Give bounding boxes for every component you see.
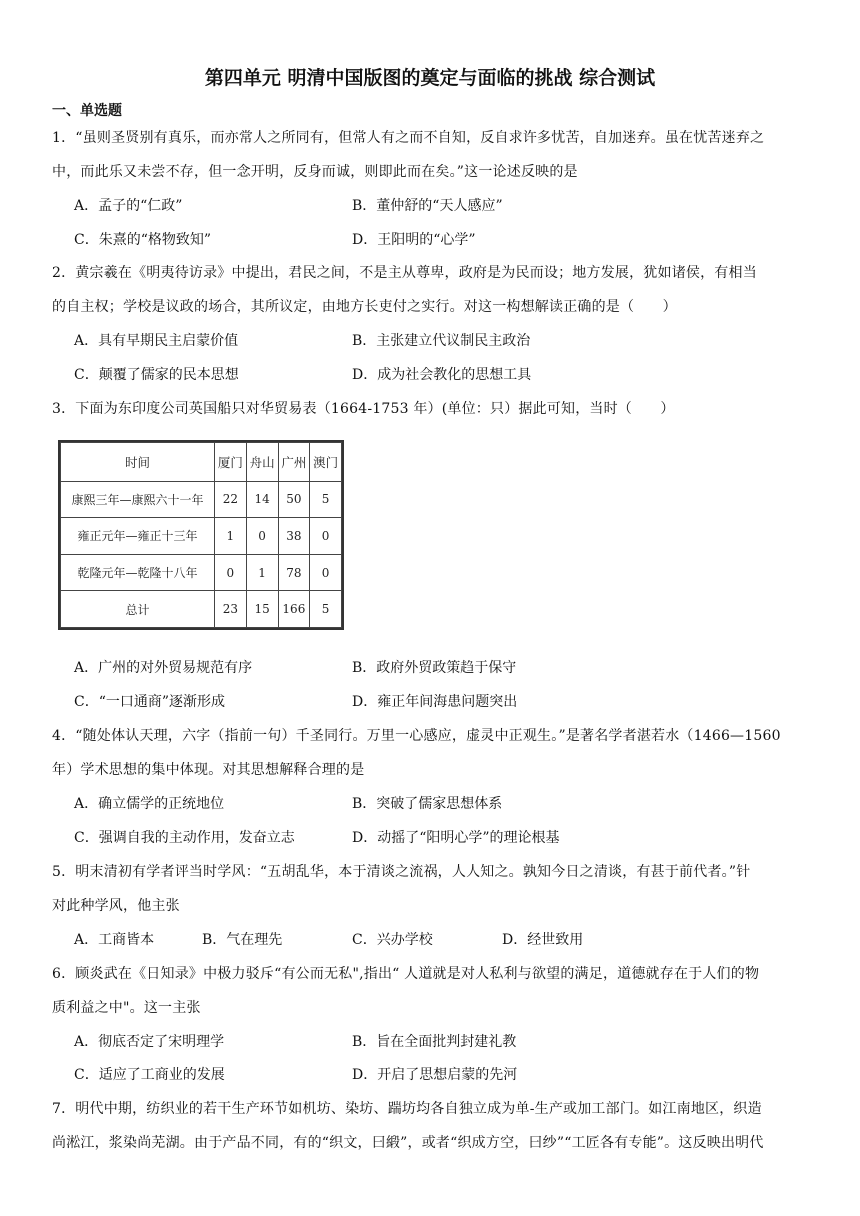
table-cell: 22 — [215, 481, 247, 518]
q3-option-b: B．政府外贸政策趋于保守 — [352, 660, 517, 676]
q4-option-a: A．确立儒学的正统地位 — [74, 796, 225, 812]
q6-option-a: A．彻底否定了宋明理学 — [74, 1034, 225, 1050]
table-cell: 乾隆元年—乾隆十八年 — [61, 554, 215, 591]
q3-option-a: A．广州的对外贸易规范有序 — [74, 660, 253, 676]
table-cell: 166 — [278, 591, 310, 628]
table-cell: 23 — [215, 591, 247, 628]
q2-stem-line-2: 的自主权；学校是议政的场合，其所议定，由地方长吏付之实行。对这一构想解读正确的是（ ） — [52, 299, 677, 315]
table-header-guangzhou: 广州 — [278, 443, 310, 482]
q6-option-c: C．适应了工商业的发展 — [74, 1067, 225, 1083]
q6-stem-line-1: 6．顾炎武在《日知录》中极力驳斥“有公而无私",指出“ 人道就是对人私利与欲望的满足，道德就存在于人们的物 — [52, 966, 760, 982]
q7-stem-line-2: 尚淞江，浆染尚芜湖。由于产品不同，有的“织文，曰緞”，或者“织成方空，曰纱”“工匠各有专能”。这反映出明代 — [52, 1135, 764, 1151]
q4-option-d: D．动摇了“阳明心学”的理论根基 — [352, 830, 560, 846]
table-cell: 总计 — [61, 591, 215, 628]
q7-stem-line-1: 7．明代中期，纺织业的若干生产环节如机坊、染坊、踹坊均各自独立成为单-生产或加工部门。如江南地区，织造 — [52, 1101, 762, 1117]
table-header-time: 时间 — [61, 443, 215, 482]
q2-option-a: A．具有早期民主启蒙价值 — [74, 333, 239, 349]
q1-option-a: A．孟子的“仁政” — [74, 198, 183, 214]
q3-option-d: D．雍正年间海患问题突出 — [352, 694, 518, 710]
q6-stem-line-2: 质利益之中"。这一主张 — [52, 1000, 201, 1016]
q2-option-b: B．主张建立代议制民主政治 — [352, 333, 531, 349]
q2-stem-line-1: 2．黄宗羲在《明夷待访录》中提出，君民之间，不是主从尊卑，政府是为民而设；地方发展，犹如诸侯，有相当 — [52, 265, 757, 281]
section-heading: 一、单选题 — [52, 103, 122, 119]
q3-option-c: C．“一口通商”逐渐形成 — [74, 694, 226, 710]
table-row — [61, 554, 342, 591]
table-cell: 14 — [246, 481, 278, 518]
q6-option-b: B．旨在全面批判封建礼教 — [352, 1034, 517, 1050]
table-header-xiamen: 厦门 — [215, 443, 247, 482]
table-cell: 0 — [310, 554, 342, 591]
table-row — [61, 591, 342, 628]
table-cell: 雍正元年—雍正十三年 — [61, 518, 215, 555]
q1-stem-line-1: 1．“虽则圣贤别有真乐，而亦常人之所同有，但常人有之而不自知，反自求许多忧苦，自加迷弃。虽在忧苦迷弃之 — [52, 130, 765, 146]
q5-stem-line-1: 5．明末清初有学者评当时学风：“五胡乱华，本于清谈之流祸，人人知之。孰知今日之清谈，有甚于前代者。”针 — [52, 864, 751, 880]
q2-option-c: C．颠覆了儒家的民本思想 — [74, 367, 239, 383]
q5-option-a: A．工商皆本 — [74, 932, 155, 948]
page-title: 第四单元 明清中国版图的奠定与面临的挑战 综合测试 — [204, 67, 656, 89]
q1-stem-line-2: 中，而此乐又未尝不存，但一念开明，反身而诚，则即此而在矣。”这一论述反映的是 — [52, 164, 578, 180]
q4-stem-line-2: 年）学术思想的集中体现。对其思想解释合理的是 — [52, 762, 365, 778]
table-cell: 50 — [278, 481, 310, 518]
table-cell: 0 — [310, 518, 342, 555]
q6-option-d: D．开启了思想启蒙的先河 — [352, 1067, 518, 1083]
table-cell: 5 — [310, 591, 342, 628]
q5-stem-line-2: 对此种学风，他主张 — [52, 898, 180, 914]
table-cell: 康熙三年—康熙六十一年 — [61, 481, 215, 518]
table-cell: 0 — [215, 554, 247, 591]
table-row — [61, 518, 342, 555]
table-header-zhoushan: 舟山 — [246, 443, 278, 482]
q4-stem-line-1: 4．“随处体认天理，六字（指前一句）千圣同行。万里一心感应，虚灵中正观生。”是著名学者湛若水（1466—1560 — [52, 728, 781, 744]
q2-option-d: D．成为社会教化的思想工具 — [352, 367, 532, 383]
table-cell: 38 — [278, 518, 310, 555]
q1-option-c: C．朱熹的“格物致知” — [74, 232, 212, 248]
table-cell: 1 — [246, 554, 278, 591]
table-row — [61, 481, 342, 518]
q4-option-b: B．突破了儒家思想体系 — [352, 796, 503, 812]
q5-option-b: B．气在理先 — [202, 932, 283, 948]
table-header-macau: 澳门 — [310, 443, 342, 482]
table-cell: 15 — [246, 591, 278, 628]
table-cell: 1 — [215, 518, 247, 555]
table-cell: 5 — [310, 481, 342, 518]
q5-option-c: C．兴办学校 — [352, 932, 433, 948]
q3-stem-line-1: 3．下面为东印度公司英国船只对华贸易表（1664-1753 年）(单位：只）据此可知，当时（ ） — [52, 401, 675, 417]
q4-option-c: C．强调自我的主动作用，发奋立志 — [74, 830, 295, 846]
trade-table — [58, 440, 344, 630]
q5-option-d: D．经世致用 — [502, 932, 584, 948]
table-cell: 0 — [246, 518, 278, 555]
table-cell: 78 — [278, 554, 310, 591]
q1-option-b: B．董仲舒的“天人感应” — [352, 198, 503, 214]
q1-option-d: D．王阳明的“心学” — [352, 232, 476, 248]
